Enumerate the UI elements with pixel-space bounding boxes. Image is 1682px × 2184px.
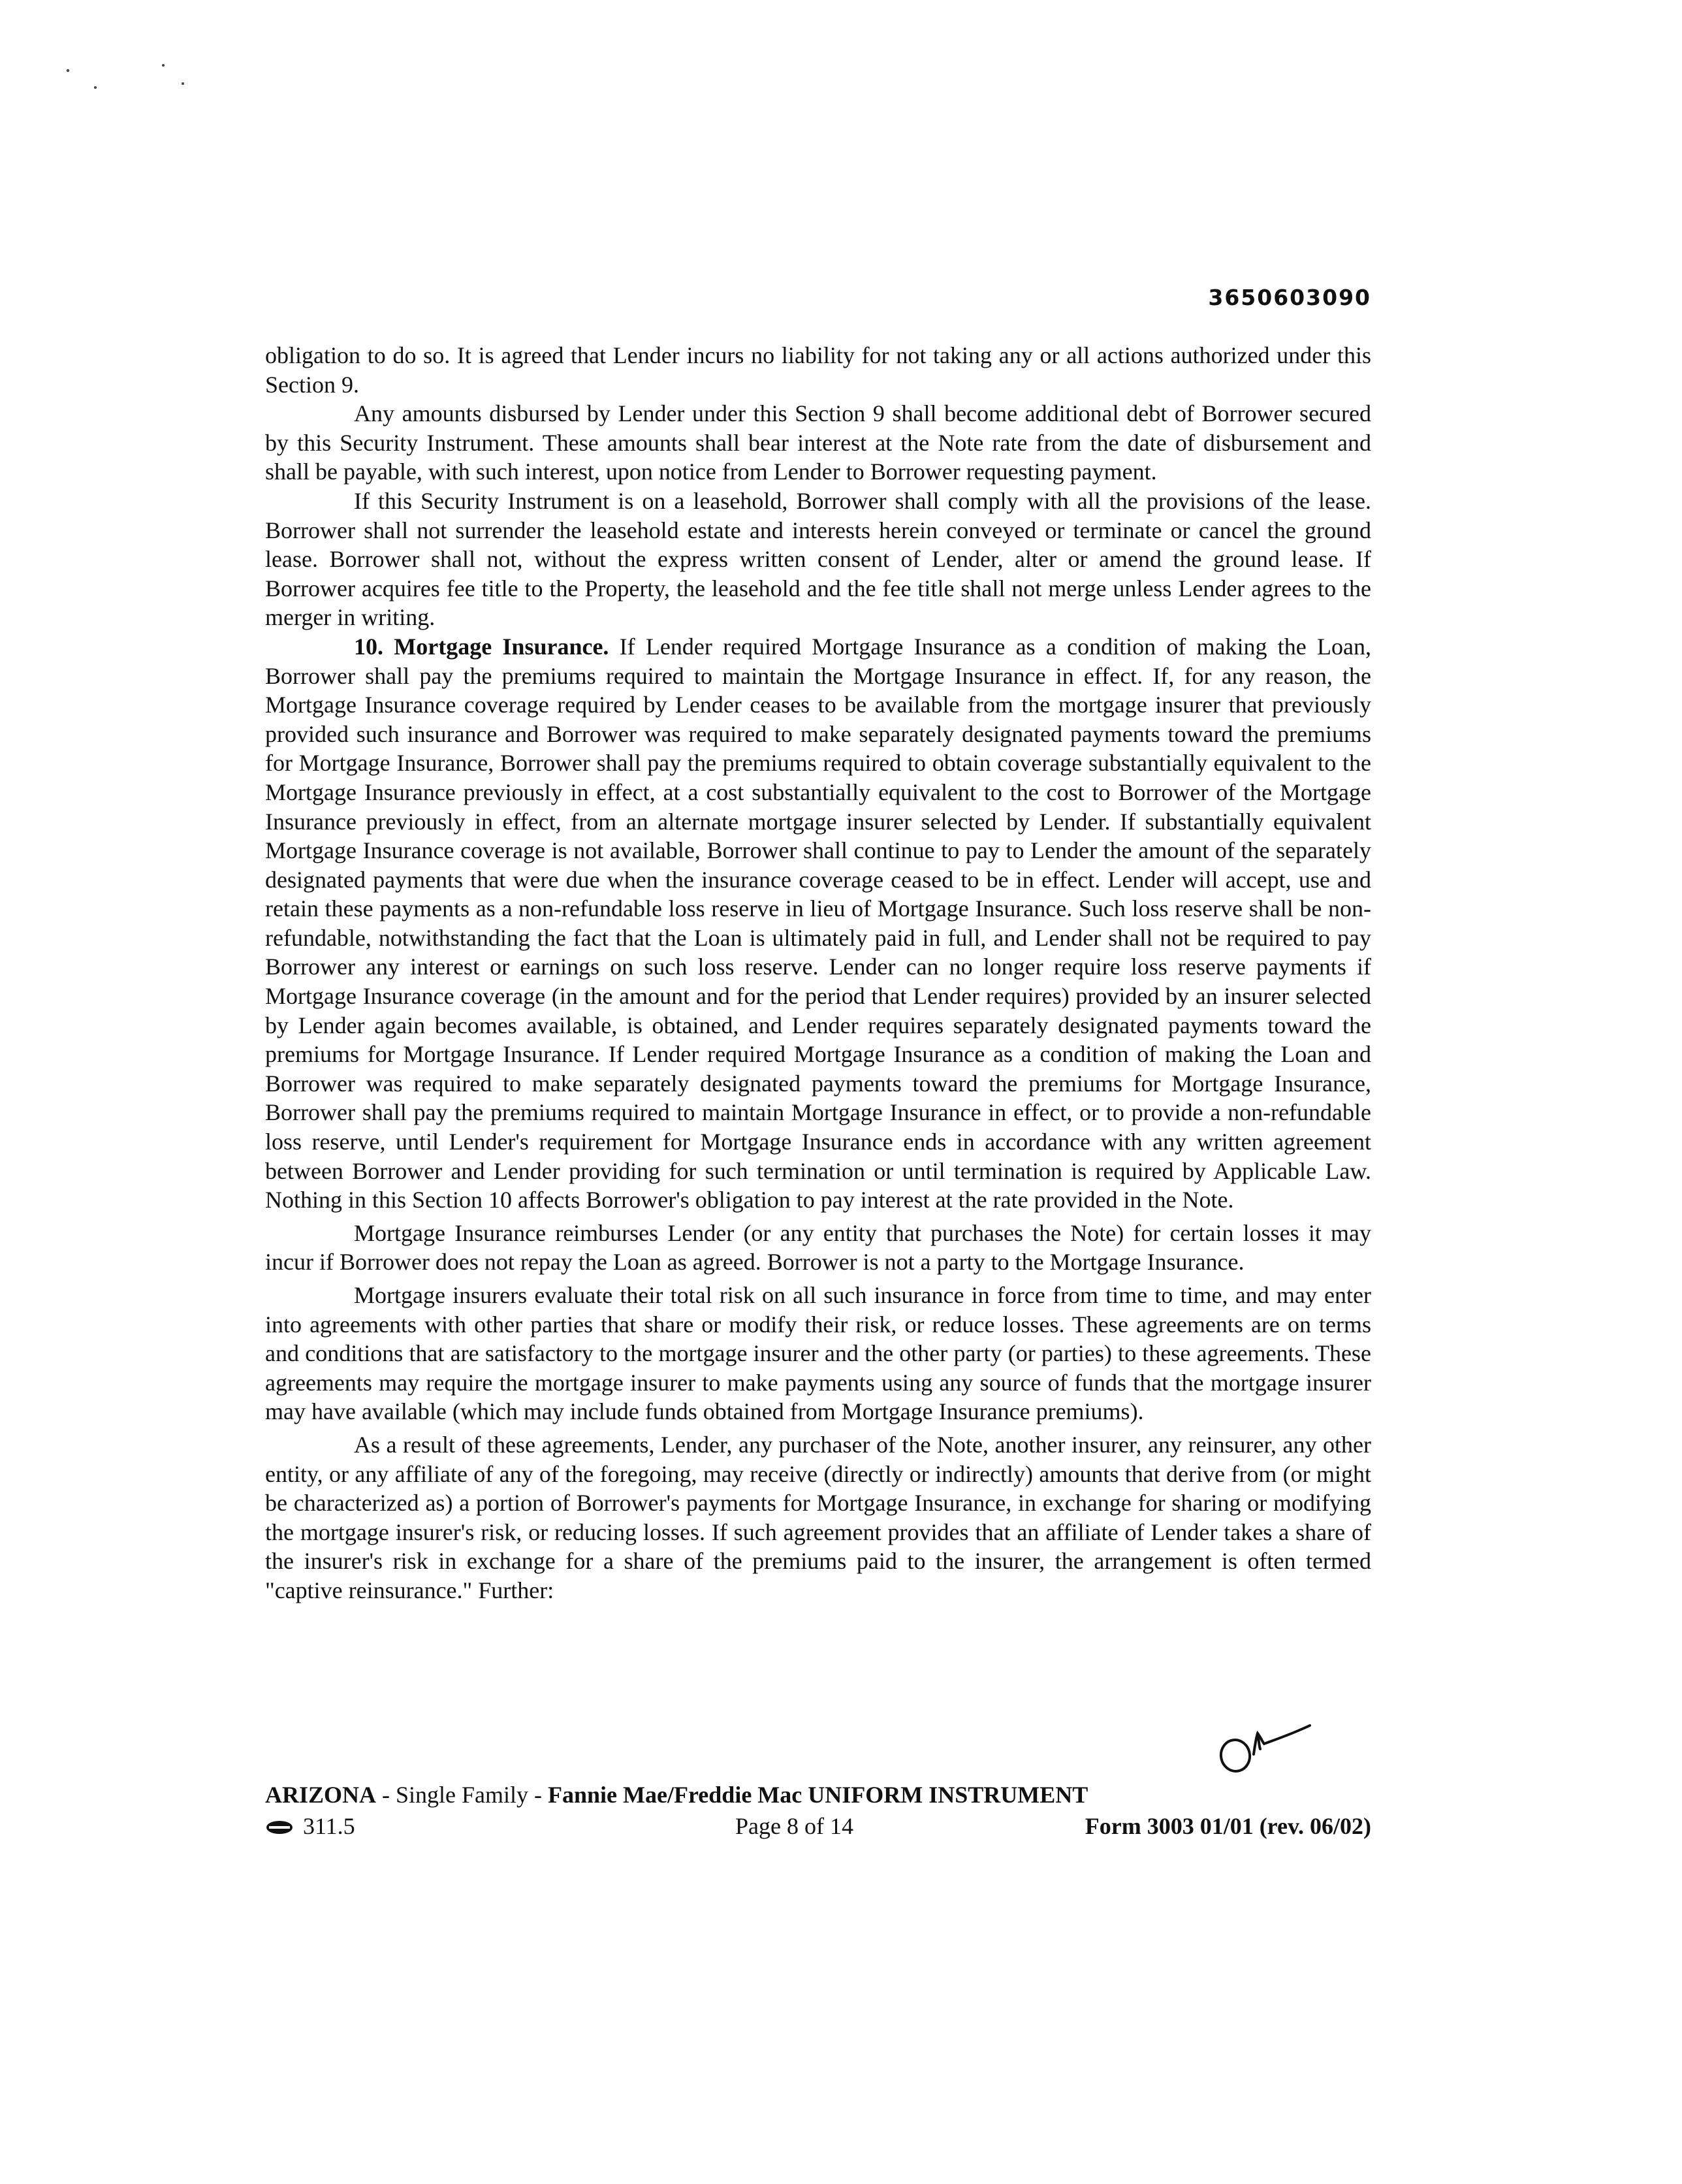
footer-code-text: 311.5 (303, 1813, 355, 1839)
paragraph-section9-end: obligation to do so. It is agreed that Lender incurs no liability for not taking any or all actions authorized under this Section 9. (265, 342, 1371, 398)
footer-instrument-line (265, 1780, 1371, 1809)
handwritten-initials (1212, 1720, 1323, 1775)
form-mark-icon (265, 1820, 294, 1835)
footer-page-number: Page 8 of 14 (735, 1813, 853, 1839)
document-body (265, 341, 1371, 1605)
section-10-heading: 10. Mortgage Insurance. (354, 633, 609, 660)
section-10-text: If Lender required Mortgage Insurance as a condition of making the Loan, Borrower shall pay the premiums required to maintain the Mortgage Insurance in effect. If, for any reason, the Mortgage Insurance coverage required by Lender ceases to be available from the mortgage insurer that previously provided such insurance and Borrower was required to make separately designated payments toward the premiums for Mortgage Insurance, Borrower shall pay the premiums required to obtain coverage substantially equivalent to the Mortgage Insurance previously in effect, at a cost substantially equivalent to the cost to Borrower of the Mortgage Insurance previously in effect, from an alternate mortgage insurer selected by Lender. If substantially equivalent Mortgage Insurance coverage is not available, Borrower shall continue to pay to Lender the amount of the separately designated payments that were due when the insurance coverage ceased to be in effect. Lender will accept, use and retain these payments as a non-refundable loss reserve in lieu of Mortgage Insurance. Such loss reserve shall be non-refundable, notwithstanding the fact that the Loan is ultimately paid in full, and Lender shall not be required to pay Borrower any interest or earnings on such loss reserve. Lender can no longer require loss reserve payments if Mortgage Insurance coverage (in the amount and for the period that Lender requires) provided by an insurer selected by Lender again becomes available, is obtained, and Lender requires separately designated payments toward the premiums for Mortgage Insurance. If Lender required Mortgage Insurance as a condition of making the Loan and Borrower was required to make separately designated payments toward the premiums for Mortgage Insurance, Borrower shall pay the premiums required to maintain Mortgage Insurance in effect, or to provide a non-refundable loss reserve, until Lender's requirement for Mortgage Insurance ends in accordance with any written agreement between Borrower and Lender providing for such termination or until termination is required by Applicable Law. Nothing in this Section 10 affects Borrower's obligation to pay interest at the rate provided in the Note. (265, 633, 1371, 1213)
scan-specks (59, 59, 202, 98)
loan-number: 3650603090 (1208, 285, 1371, 310)
footer-code (265, 1812, 355, 1840)
footer-property-type: - Single Family - (376, 1782, 548, 1808)
footer-state: ARIZONA (265, 1782, 377, 1808)
footer-instrument: Fannie Mae/Freddie Mac UNIFORM INSTRUMENT (548, 1782, 1088, 1808)
paragraph-leasehold: If this Security Instrument is on a leasehold, Borrower shall comply with all the provisions of the lease. Borrower shall not surrender the leasehold estate and interests herein conveyed or terminate or cancel the ground lease. Borrower shall not, without the express written consent of Lender, alter or amend the ground lease. If Borrower acquires fee title to the Property, the leasehold and the fee title shall not merge unless Lender agrees to the merger in writing. (265, 487, 1371, 631)
footer-form-number: Form 3003 01/01 (rev. 06/02) (1085, 1813, 1371, 1839)
page-footer (265, 1780, 1371, 1842)
footer-form-line (265, 1812, 1371, 1842)
paragraph-section10 (265, 632, 1371, 1215)
paragraph-captive-reinsurance: As a result of these agreements, Lender, any purchaser of the Note, another insurer, any reinsurer, any other entity, or any affiliate of any of the foregoing, may receive (directly or indirectly) amounts that derive from (or might be characterized as) a portion of Borrower's payments for Mortgage Insurance, in exchange for sharing or modifying the mortgage insurer's risk, or reducing losses. If such agreement provides that an affiliate of Lender takes a share of the insurer's risk in exchange for a share of the premiums paid to the insurer, the arrangement is often termed "captive reinsurance." Further: (265, 1431, 1371, 1603)
paragraph-disbursed-amounts: Any amounts disbursed by Lender under this Section 9 shall become additional debt of Borrower secured by this Security Instrument. These amounts shall bear interest at the Note rate from the date of disbursement and shall be payable, with such interest, upon notice from Lender to Borrower requesting payment. (265, 400, 1371, 485)
paragraph-mi-insurers: Mortgage insurers evaluate their total risk on all such insurance in force from time to time, and may enter into agreements with other parties that share or modify their risk, or reduce losses. These agreements are on terms and conditions that are satisfactory to the mortgage insurer and the other party (or parties) to these agreements. These agreements may require the mortgage insurer to make payments using any source of funds that the mortgage insurer may have available (which may include funds obtained from Mortgage Insurance premiums). (265, 1282, 1371, 1425)
paragraph-mi-reimburses: Mortgage Insurance reimburses Lender (or any entity that purchases the Note) for certain losses it may incur if Borrower does not repay the Loan as agreed. Borrower is not a party to the Mortgage Insurance. (265, 1219, 1371, 1276)
